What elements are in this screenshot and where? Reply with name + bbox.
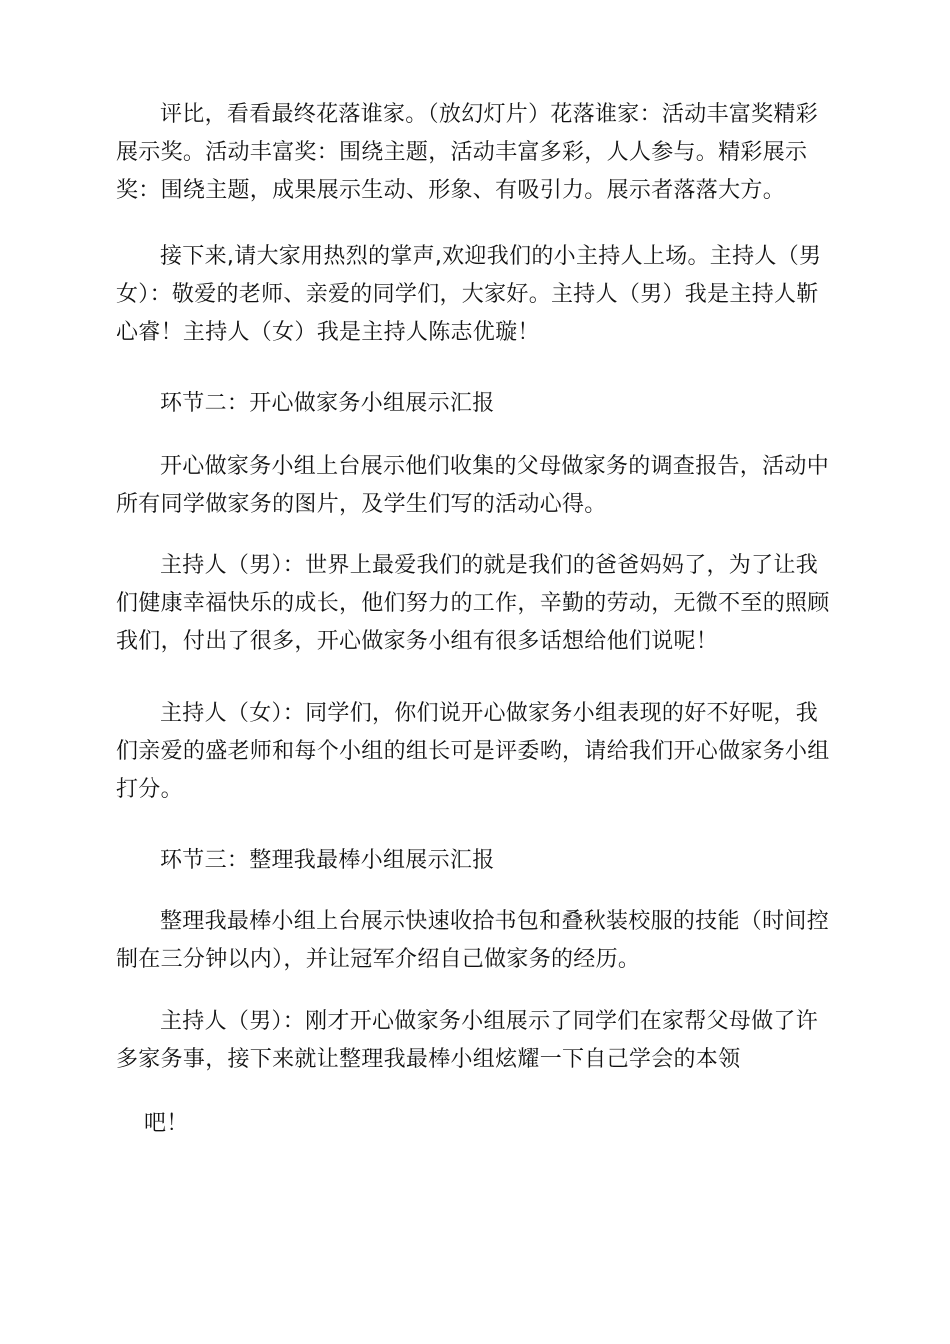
paragraph-tidy-group: 整理我最棒小组上台展示快速收拾书包和叠秋装校服的技能（时间控制在三分钟以内），并让冠军介绍自己做家务的经历。 [116,909,830,972]
paragraph-housework-group: 开心做家务小组上台展示他们收集的父母做家务的调查报告，活动中所有同学做家务的图片，及学生们写的活动心得。 [116,454,830,517]
section-heading-2: 环节二：开心做家务小组展示汇报 [160,391,495,416]
paragraph-host-female: 主持人（女）：同学们，你们说开心做家务小组表现的好不好呢，我们亲爱的盛老师和每个小组的组长可是评委哟，请给我们开心做家务小组打分。 [116,701,830,802]
paragraph-host-introduction: 接下来,请大家用热烈的掌声,欢迎我们的小主持人上场。主持人（男女）：敬爱的老师、亲爱的同学们，大家好。主持人（男）我是主持人靳心睿！主持人（女）我是主持人陈志优璇！ [116,244,822,345]
paragraph-host-male-1: 主持人（男）：世界上最爱我们的就是我们的爸爸妈妈了，为了让我们健康幸福快乐的成长，他们努力的工作，辛勤的劳动，无微不至的照顾我们，付出了很多，开心做家务小组有很多话想给他们说呢！ [116,553,830,654]
section-heading-3: 环节三：整理我最棒小组展示汇报 [160,848,495,873]
paragraph-award-evaluation: 评比，看看最终花落谁家。（放幻灯片）花落谁家：活动丰富奖精彩展示奖。活动丰富奖：围绕主题，活动丰富多彩，人人参与。精彩展示奖：围绕主题，成果展示生动、形象、有吸引力。展示者落落大方。 [116,102,819,203]
paragraph-host-male-2: 主持人（男）：刚才开心做家务小组展示了同学们在家帮父母做了许多家务事，接下来就让整理我最棒小组炫耀一下自己学会的本领 [116,1009,819,1072]
paragraph-closing: 吧！ [144,1111,189,1136]
